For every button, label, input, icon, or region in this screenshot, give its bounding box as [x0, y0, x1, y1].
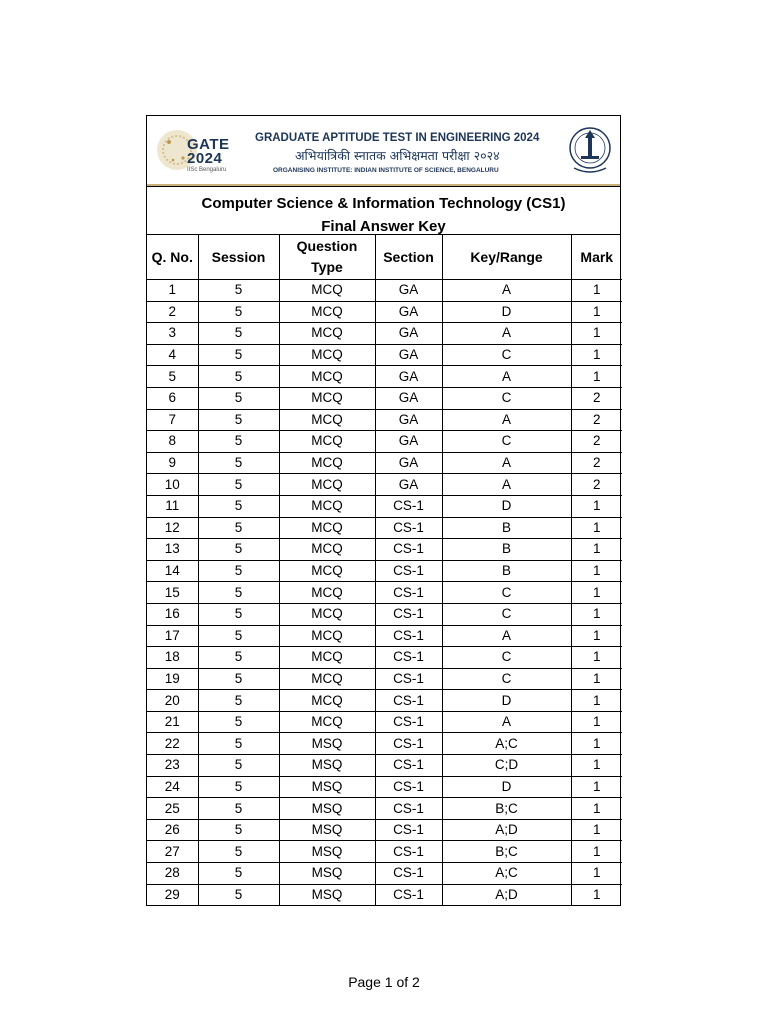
question-type-cell: MCQ	[279, 539, 375, 561]
header-key-range: Key/Range	[442, 235, 571, 280]
session-cell: 5	[198, 452, 279, 474]
session-cell: 5	[198, 668, 279, 690]
section-cell: GA	[375, 452, 442, 474]
q-no-cell: 8	[147, 431, 198, 453]
table-row	[147, 409, 622, 431]
section-cell: CS-1	[375, 733, 442, 755]
mark-cell: 1	[571, 647, 622, 669]
table-row	[147, 819, 622, 841]
key-range-cell: A;C	[442, 733, 571, 755]
key-range-cell: A;C	[442, 863, 571, 885]
gate-logo-year: 2024	[187, 150, 223, 167]
question-type-cell: MSQ	[279, 733, 375, 755]
session-cell: 5	[198, 647, 279, 669]
answer-key-title: Final Answer Key	[321, 218, 446, 235]
section-cell: CS-1	[375, 560, 442, 582]
answer-key-table	[147, 235, 622, 905]
gate-banner	[147, 116, 620, 187]
question-type-cell: MCQ	[279, 647, 375, 669]
q-no-cell: 10	[147, 474, 198, 496]
banner-divider	[147, 184, 620, 186]
section-cell: GA	[375, 280, 442, 302]
session-cell: 5	[198, 495, 279, 517]
q-no-cell: 3	[147, 323, 198, 345]
section-cell: CS-1	[375, 582, 442, 604]
table-row	[147, 841, 622, 863]
section-cell: GA	[375, 474, 442, 496]
session-cell: 5	[198, 539, 279, 561]
key-range-cell: B	[442, 517, 571, 539]
mark-cell: 1	[571, 755, 622, 777]
q-no-cell: 26	[147, 819, 198, 841]
table-header-row	[147, 235, 622, 280]
header-question-type: Question Type	[279, 235, 375, 280]
table-row	[147, 863, 622, 885]
mark-cell: 1	[571, 776, 622, 798]
question-type-cell: MCQ	[279, 301, 375, 323]
mark-cell: 1	[571, 668, 622, 690]
key-range-cell: B	[442, 539, 571, 561]
q-no-cell: 13	[147, 539, 198, 561]
key-range-cell: A	[442, 711, 571, 733]
banner-organiser: ORGANISING INSTITUTE: INDIAN INSTITUTE OF SCIENCE, BENGALURU	[273, 167, 499, 174]
table-row	[147, 495, 622, 517]
section-cell: CS-1	[375, 755, 442, 777]
q-no-cell: 22	[147, 733, 198, 755]
mark-cell: 1	[571, 603, 622, 625]
session-cell: 5	[198, 776, 279, 798]
section-cell: CS-1	[375, 690, 442, 712]
session-cell: 5	[198, 409, 279, 431]
section-cell: CS-1	[375, 819, 442, 841]
question-type-cell: MCQ	[279, 280, 375, 302]
table-row	[147, 560, 622, 582]
mark-cell: 1	[571, 280, 622, 302]
section-cell: CS-1	[375, 711, 442, 733]
q-no-cell: 11	[147, 495, 198, 517]
table-row	[147, 387, 622, 409]
question-type-cell: MSQ	[279, 863, 375, 885]
q-no-cell: 24	[147, 776, 198, 798]
question-type-cell: MCQ	[279, 495, 375, 517]
mark-cell: 1	[571, 733, 622, 755]
question-type-cell: MCQ	[279, 366, 375, 388]
section-cell: CS-1	[375, 776, 442, 798]
key-range-cell: D	[442, 301, 571, 323]
question-type-cell: MCQ	[279, 452, 375, 474]
table-row	[147, 474, 622, 496]
key-range-cell: B;C	[442, 841, 571, 863]
key-range-cell: B;C	[442, 798, 571, 820]
table-row	[147, 798, 622, 820]
key-range-cell: A	[442, 452, 571, 474]
mark-cell: 1	[571, 366, 622, 388]
session-cell: 5	[198, 625, 279, 647]
question-type-cell: MSQ	[279, 841, 375, 863]
key-range-cell: C	[442, 387, 571, 409]
table-row	[147, 431, 622, 453]
q-no-cell: 21	[147, 711, 198, 733]
key-range-cell: C	[442, 431, 571, 453]
gate-logo-word: GATE	[187, 136, 230, 153]
session-cell: 5	[198, 387, 279, 409]
table-row	[147, 280, 622, 302]
key-range-cell: C	[442, 582, 571, 604]
table-row	[147, 344, 622, 366]
question-type-cell: MCQ	[279, 582, 375, 604]
question-type-cell: MSQ	[279, 755, 375, 777]
table-row	[147, 625, 622, 647]
table-row	[147, 647, 622, 669]
section-cell: GA	[375, 323, 442, 345]
session-cell: 5	[198, 711, 279, 733]
question-type-cell: MCQ	[279, 323, 375, 345]
section-cell: GA	[375, 387, 442, 409]
key-range-cell: A	[442, 280, 571, 302]
mark-cell: 1	[571, 711, 622, 733]
table-row	[147, 323, 622, 345]
section-cell: CS-1	[375, 625, 442, 647]
mark-cell: 2	[571, 474, 622, 496]
mark-cell: 2	[571, 409, 622, 431]
q-no-cell: 1	[147, 280, 198, 302]
answer-key-sheet	[146, 115, 621, 906]
key-range-cell: D	[442, 776, 571, 798]
table-row	[147, 539, 622, 561]
session-cell: 5	[198, 819, 279, 841]
table-row	[147, 690, 622, 712]
table-row	[147, 452, 622, 474]
section-cell: CS-1	[375, 884, 442, 905]
mark-cell: 2	[571, 452, 622, 474]
session-cell: 5	[198, 603, 279, 625]
table-row	[147, 776, 622, 798]
q-no-cell: 16	[147, 603, 198, 625]
section-cell: CS-1	[375, 798, 442, 820]
question-type-cell: MSQ	[279, 798, 375, 820]
session-cell: 5	[198, 280, 279, 302]
key-range-cell: C;D	[442, 755, 571, 777]
mark-cell: 1	[571, 819, 622, 841]
q-no-cell: 19	[147, 668, 198, 690]
table-row	[147, 582, 622, 604]
session-cell: 5	[198, 582, 279, 604]
key-range-cell: A;D	[442, 884, 571, 905]
header-q-no: Q. No.	[147, 235, 198, 280]
question-type-cell: MCQ	[279, 387, 375, 409]
page-footer: Page 1 of 2	[348, 974, 420, 990]
section-cell: CS-1	[375, 539, 442, 561]
q-no-cell: 25	[147, 798, 198, 820]
question-type-cell: MSQ	[279, 776, 375, 798]
session-cell: 5	[198, 755, 279, 777]
table-row	[147, 755, 622, 777]
mark-cell: 1	[571, 625, 622, 647]
gate-2024-logo	[151, 120, 247, 180]
section-cell: CS-1	[375, 841, 442, 863]
gate-logo-subtitle: IISc Bengaluru	[187, 167, 227, 173]
mark-cell: 2	[571, 387, 622, 409]
key-range-cell: A	[442, 366, 571, 388]
session-cell: 5	[198, 733, 279, 755]
question-type-cell: MCQ	[279, 690, 375, 712]
question-type-cell: MCQ	[279, 474, 375, 496]
section-cell: GA	[375, 431, 442, 453]
q-no-cell: 7	[147, 409, 198, 431]
question-type-cell: MCQ	[279, 409, 375, 431]
section-cell: CS-1	[375, 603, 442, 625]
question-type-cell: MCQ	[279, 625, 375, 647]
mark-cell: 1	[571, 884, 622, 905]
sheet-heading	[147, 187, 620, 235]
table-row	[147, 668, 622, 690]
header-mark: Mark	[571, 235, 622, 280]
key-range-cell: C	[442, 344, 571, 366]
q-no-cell: 20	[147, 690, 198, 712]
session-cell: 5	[198, 841, 279, 863]
q-no-cell: 14	[147, 560, 198, 582]
header-section: Section	[375, 235, 442, 280]
section-cell: CS-1	[375, 647, 442, 669]
q-no-cell: 18	[147, 647, 198, 669]
question-type-cell: MCQ	[279, 603, 375, 625]
q-no-cell: 29	[147, 884, 198, 905]
key-range-cell: A	[442, 625, 571, 647]
mark-cell: 1	[571, 517, 622, 539]
q-no-cell: 15	[147, 582, 198, 604]
question-type-cell: MCQ	[279, 344, 375, 366]
mark-cell: 1	[571, 301, 622, 323]
q-no-cell: 6	[147, 387, 198, 409]
session-cell: 5	[198, 560, 279, 582]
banner-title: GRADUATE APTITUDE TEST IN ENGINEERING 2024	[255, 132, 540, 144]
question-type-cell: MSQ	[279, 819, 375, 841]
key-range-cell: C	[442, 668, 571, 690]
section-cell: GA	[375, 344, 442, 366]
mark-cell: 1	[571, 560, 622, 582]
mark-cell: 1	[571, 690, 622, 712]
session-cell: 5	[198, 863, 279, 885]
header-session: Session	[198, 235, 279, 280]
session-cell: 5	[198, 798, 279, 820]
section-cell: GA	[375, 301, 442, 323]
section-cell: GA	[375, 366, 442, 388]
session-cell: 5	[198, 474, 279, 496]
mark-cell: 1	[571, 863, 622, 885]
key-range-cell: C	[442, 603, 571, 625]
table-row	[147, 603, 622, 625]
q-no-cell: 23	[147, 755, 198, 777]
table-row	[147, 301, 622, 323]
session-cell: 5	[198, 366, 279, 388]
table-row	[147, 517, 622, 539]
banner-hindi-title: अभियांत्रिकी स्नातक अभिक्षमता परीक्षा २०२४	[295, 148, 500, 163]
section-cell: CS-1	[375, 668, 442, 690]
key-range-cell: C	[442, 647, 571, 669]
section-cell: GA	[375, 409, 442, 431]
session-cell: 5	[198, 344, 279, 366]
key-range-cell: A	[442, 409, 571, 431]
mark-cell: 1	[571, 323, 622, 345]
question-type-cell: MCQ	[279, 668, 375, 690]
session-cell: 5	[198, 323, 279, 345]
key-range-cell: A;D	[442, 819, 571, 841]
key-range-cell: A	[442, 323, 571, 345]
session-cell: 5	[198, 517, 279, 539]
mark-cell: 1	[571, 495, 622, 517]
q-no-cell: 4	[147, 344, 198, 366]
key-range-cell: D	[442, 690, 571, 712]
table-row	[147, 733, 622, 755]
question-type-cell: MCQ	[279, 711, 375, 733]
section-cell: CS-1	[375, 863, 442, 885]
iisc-emblem-icon	[566, 124, 614, 178]
question-type-cell: MSQ	[279, 884, 375, 905]
question-type-cell: MCQ	[279, 431, 375, 453]
key-range-cell: B	[442, 560, 571, 582]
mark-cell: 1	[571, 798, 622, 820]
q-no-cell: 2	[147, 301, 198, 323]
paper-title: Computer Science & Information Technology (CS1)	[201, 195, 566, 212]
mark-cell: 2	[571, 431, 622, 453]
q-no-cell: 9	[147, 452, 198, 474]
table-row	[147, 884, 622, 905]
q-no-cell: 28	[147, 863, 198, 885]
mark-cell: 1	[571, 582, 622, 604]
table-row	[147, 366, 622, 388]
mark-cell: 1	[571, 344, 622, 366]
mark-cell: 1	[571, 539, 622, 561]
session-cell: 5	[198, 884, 279, 905]
key-range-cell: D	[442, 495, 571, 517]
mark-cell: 1	[571, 841, 622, 863]
session-cell: 5	[198, 431, 279, 453]
table-row	[147, 711, 622, 733]
q-no-cell: 27	[147, 841, 198, 863]
key-range-cell: A	[442, 474, 571, 496]
answer-rows	[147, 280, 622, 906]
question-type-cell: MCQ	[279, 560, 375, 582]
session-cell: 5	[198, 301, 279, 323]
q-no-cell: 5	[147, 366, 198, 388]
session-cell: 5	[198, 690, 279, 712]
q-no-cell: 12	[147, 517, 198, 539]
section-cell: CS-1	[375, 495, 442, 517]
question-type-cell: MCQ	[279, 517, 375, 539]
q-no-cell: 17	[147, 625, 198, 647]
section-cell: CS-1	[375, 517, 442, 539]
